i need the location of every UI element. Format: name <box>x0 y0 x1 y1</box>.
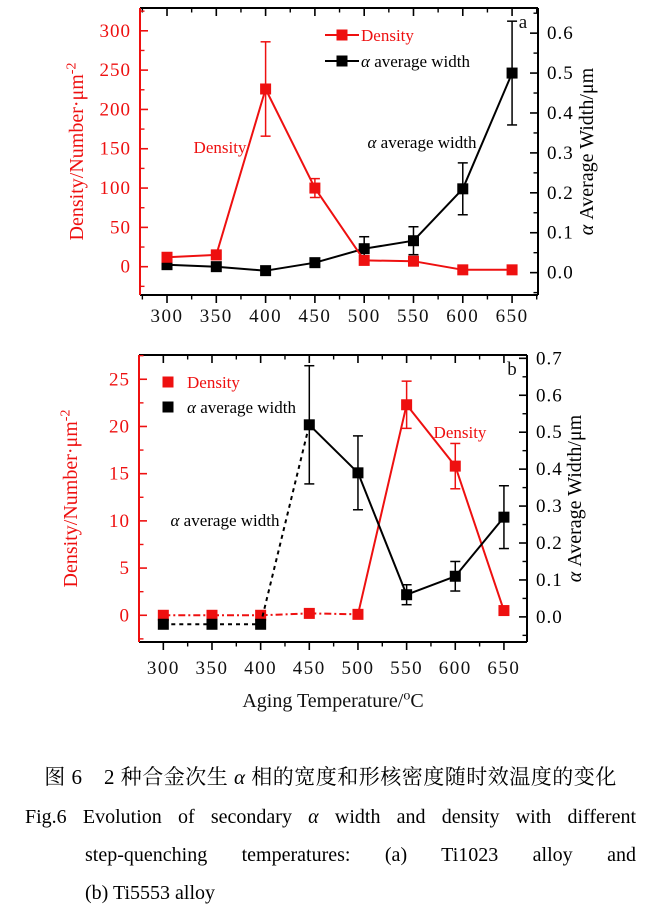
data-point-marker <box>211 249 222 260</box>
svg-text:0.5: 0.5 <box>547 63 574 85</box>
data-point-marker <box>309 257 320 268</box>
data-point-marker <box>211 261 222 272</box>
data-point-marker <box>309 183 320 194</box>
svg-text:25: 25 <box>109 369 130 391</box>
data-point-marker <box>457 264 468 275</box>
svg-text:500: 500 <box>341 658 375 679</box>
svg-text:50: 50 <box>110 217 131 239</box>
chart-panel-a <box>0 0 661 330</box>
svg-text:150: 150 <box>99 138 131 160</box>
annotations <box>170 423 486 530</box>
data-point-marker <box>206 619 217 630</box>
svg-text:650: 650 <box>495 306 529 327</box>
svg-text:Density: Density <box>187 373 240 392</box>
svg-text:0.1: 0.1 <box>547 222 574 244</box>
data-point-marker <box>457 183 468 194</box>
legend <box>325 26 471 71</box>
svg-text:350: 350 <box>199 306 233 327</box>
svg-text:0.1: 0.1 <box>536 569 563 591</box>
svg-text:α average width: α average width <box>361 52 471 71</box>
svg-text:Aging Temperature/oC: Aging Temperature/$^o$C <box>242 688 424 712</box>
data-point-marker <box>401 399 412 410</box>
svg-text:0: 0 <box>119 605 130 627</box>
svg-text:0.5: 0.5 <box>536 422 563 444</box>
svg-text:α Average Width/μm: α Average Width/μm <box>564 414 586 583</box>
svg-text:Density/Number·μm-2: Density/Number·μm-2 <box>58 409 82 588</box>
svg-text:20: 20 <box>109 416 130 438</box>
data-point-marker <box>408 256 419 267</box>
caption-english-line2: step-quenching temperatures: (a) Ti1023 alloy and <box>85 844 636 866</box>
data-point-marker <box>408 235 419 246</box>
data-point-marker <box>255 619 266 630</box>
svg-text:0.6: 0.6 <box>547 23 574 45</box>
data-point-marker <box>507 68 518 79</box>
svg-text:10: 10 <box>109 510 130 532</box>
svg-text:200: 200 <box>99 99 131 121</box>
svg-text:0: 0 <box>120 256 131 278</box>
svg-text:0.4: 0.4 <box>536 459 563 481</box>
series-density <box>158 381 510 621</box>
data-point-marker <box>158 619 169 630</box>
svg-text:650: 650 <box>487 658 521 679</box>
svg-text:100: 100 <box>99 178 131 200</box>
svg-text:300: 300 <box>146 658 180 679</box>
svg-text:400: 400 <box>244 658 278 679</box>
svg-text:400: 400 <box>249 306 283 327</box>
data-point-marker <box>352 467 363 478</box>
svg-text:0.0: 0.0 <box>547 262 574 284</box>
svg-text:450: 450 <box>292 658 326 679</box>
panel-label <box>507 359 517 380</box>
svg-text:550: 550 <box>396 306 430 327</box>
data-point-marker <box>260 265 271 276</box>
data-point-marker <box>359 243 370 254</box>
data-point-marker <box>304 608 315 619</box>
svg-text:0.6: 0.6 <box>536 385 563 407</box>
figure-caption <box>0 761 661 905</box>
data-point-marker <box>507 264 518 275</box>
svg-text:0.7: 0.7 <box>536 348 563 370</box>
svg-text:a: a <box>518 12 528 33</box>
data-point-marker <box>359 255 370 266</box>
data-point-marker <box>260 83 271 94</box>
data-point-marker <box>352 609 363 620</box>
series-density <box>162 42 518 276</box>
svg-text:α average width: α average width <box>367 133 477 152</box>
svg-text:500: 500 <box>347 306 381 327</box>
svg-text:300: 300 <box>150 306 184 327</box>
svg-text:0.3: 0.3 <box>547 142 574 164</box>
axes <box>64 8 598 327</box>
data-point-marker <box>401 589 412 600</box>
svg-text:15: 15 <box>109 463 130 485</box>
annotations <box>194 133 477 157</box>
caption-chinese: 图 6 2 种合金次生 α 相的宽度和形核密度随时效温度的变化 <box>44 765 617 789</box>
data-point-marker <box>450 461 461 472</box>
svg-text:0.3: 0.3 <box>536 496 563 518</box>
data-point-marker <box>162 252 173 263</box>
svg-text:0.0: 0.0 <box>536 606 563 628</box>
chart-panel-b <box>0 330 661 715</box>
svg-text:α average width: α average width <box>187 398 297 417</box>
svg-text:Density/Number·μm-2: Density/Number·μm-2 <box>64 62 88 241</box>
svg-text:Density: Density <box>193 138 247 157</box>
svg-text:300: 300 <box>99 20 131 42</box>
svg-text:0.2: 0.2 <box>547 182 574 204</box>
svg-text:5: 5 <box>119 558 130 580</box>
svg-text:α average width: α average width <box>170 511 280 530</box>
svg-text:550: 550 <box>390 658 424 679</box>
svg-text:Density: Density <box>361 26 414 45</box>
svg-text:α Average Width/μm: α Average Width/μm <box>576 67 598 236</box>
svg-text:Density: Density <box>433 423 487 442</box>
caption-english-line1: Fig.6 Evolution of secondary α width and density with different <box>25 806 636 828</box>
svg-text:250: 250 <box>99 60 131 82</box>
axes <box>58 348 586 712</box>
svg-text:450: 450 <box>298 306 332 327</box>
panel-label <box>519 12 528 33</box>
svg-text:600: 600 <box>446 306 480 327</box>
svg-text:350: 350 <box>195 658 229 679</box>
svg-text:b: b <box>507 359 517 380</box>
data-point-marker <box>450 571 461 582</box>
svg-text:600: 600 <box>438 658 472 679</box>
svg-text:0.4: 0.4 <box>547 102 574 124</box>
data-point-marker <box>498 512 509 523</box>
svg-text:0.2: 0.2 <box>536 533 563 555</box>
caption-english-line3: (b) Ti5553 alloy <box>85 882 216 904</box>
legend <box>163 373 297 417</box>
data-point-marker <box>498 605 509 616</box>
data-point-marker <box>304 419 315 430</box>
